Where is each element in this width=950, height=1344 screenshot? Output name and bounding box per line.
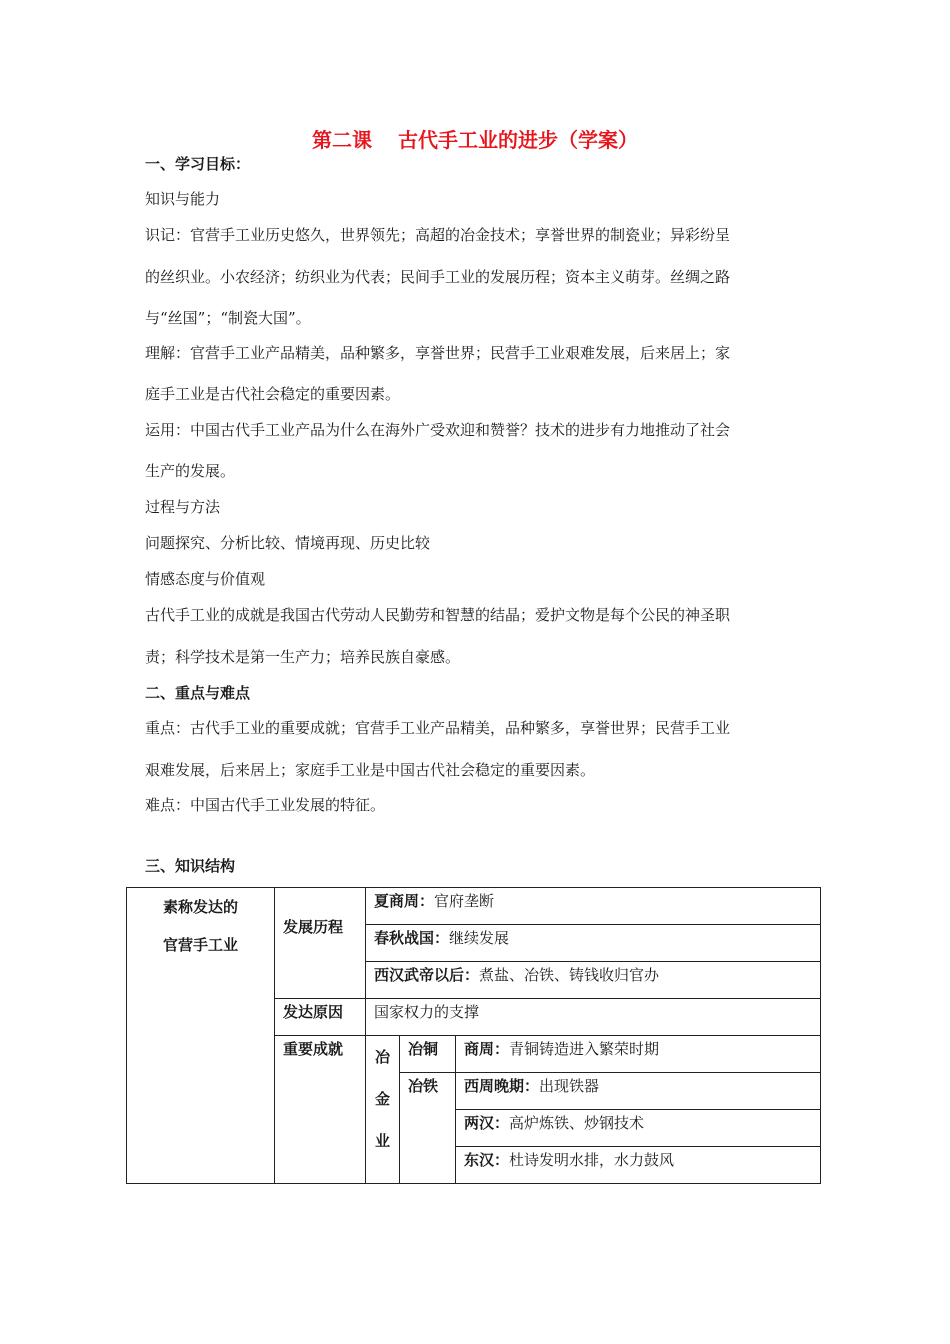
paragraph-line: 运用：中国古代手工业产品为什么在海外广受欢迎和赞誉？技术的进步有力地推动了社会 bbox=[145, 421, 731, 439]
paragraph-line: 识记：官营手工业历史悠久，世界领先；高超的冶金技术；享誉世界的制瓷业；异彩纷呈 bbox=[145, 226, 731, 244]
knowledge-structure-table bbox=[126, 887, 821, 1184]
achievement-cell: 东汉：杜诗发明水排，水力鼓风 bbox=[456, 1147, 821, 1184]
paragraph-line: 责；科学技术是第一生产力；培养民族自豪感。 bbox=[145, 648, 461, 666]
achievement-cell: 两汉：高炉炼铁、炒钢技术 bbox=[456, 1110, 821, 1147]
paragraph-line: 难点：中国古代手工业发展的特征。 bbox=[145, 796, 386, 814]
dev-cell: 西汉武帝以后：煮盐、冶铁、铸钱收归官办 bbox=[366, 962, 821, 999]
reason-label-cell: 发达原因 bbox=[275, 999, 366, 1036]
iron-cell: 冶铁 bbox=[400, 1073, 456, 1184]
subheading-knowledge: 知识与能力 bbox=[145, 190, 221, 208]
copper-cell: 冶铜 bbox=[400, 1036, 456, 1073]
subheading-process: 过程与方法 bbox=[145, 498, 221, 516]
dev-label-cell: 发展历程 bbox=[275, 888, 366, 999]
dev-cell: 夏商周：官府垄断 bbox=[366, 888, 821, 925]
paragraph-line: 的丝织业。小农经济；纺织业为代表；民间手工业的发展历程；资本主义萌芽。丝绸之路 bbox=[145, 268, 731, 286]
achievement-cell: 商周：青铜铸造进入繁荣时期 bbox=[456, 1036, 821, 1073]
paragraph-line: 艰难发展，后来居上；家庭手工业是中国古代社会稳定的重要因素。 bbox=[145, 761, 596, 779]
dev-cell: 春秋战国：继续发展 bbox=[366, 925, 821, 962]
achievement-cell: 西周晚期：出现铁器 bbox=[456, 1073, 821, 1110]
subheading-attitude: 情感态度与价值观 bbox=[145, 570, 266, 588]
page-title bbox=[0, 124, 950, 153]
paragraph-line: 重点：古代手工业的重要成就；官营手工业产品精美，品种繁多，享誉世界；民营手工业 bbox=[145, 719, 731, 737]
paragraph-line: 理解：官营手工业产品精美，品种繁多，享誉世界；民营手工业艰难发展，后来居上；家 bbox=[145, 344, 731, 362]
paragraph-line: 古代手工业的成就是我国古代劳动人民勤劳和智慧的结晶；爱护文物是每个公民的神圣职 bbox=[145, 606, 731, 624]
paragraph-line: 庭手工业是古代社会稳定的重要因素。 bbox=[145, 385, 401, 403]
section-heading-objectives: 一、学习目标： bbox=[145, 155, 251, 173]
achieve-label-cell: 重要成就 bbox=[275, 1036, 366, 1184]
lesson-title: 古代手工业的进步（学案） bbox=[398, 128, 638, 152]
lesson-number: 第二课 bbox=[312, 128, 372, 152]
paragraph-line: 生产的发展。 bbox=[145, 462, 236, 480]
table-row bbox=[127, 888, 821, 925]
metallurgy-cell: 冶 金 业 bbox=[366, 1036, 400, 1184]
reason-cell: 国家权力的支撑 bbox=[366, 999, 821, 1036]
paragraph-line: 问题探究、分析比较、情境再现、历史比较 bbox=[145, 534, 431, 552]
paragraph-line: 与“丝国”；“制瓷大国”。 bbox=[145, 309, 311, 327]
category-cell: 素称发达的 官营手工业 bbox=[127, 888, 275, 1184]
section-heading-focus: 二、重点与难点 bbox=[145, 684, 251, 702]
section-heading-structure: 三、知识结构 bbox=[145, 857, 236, 875]
